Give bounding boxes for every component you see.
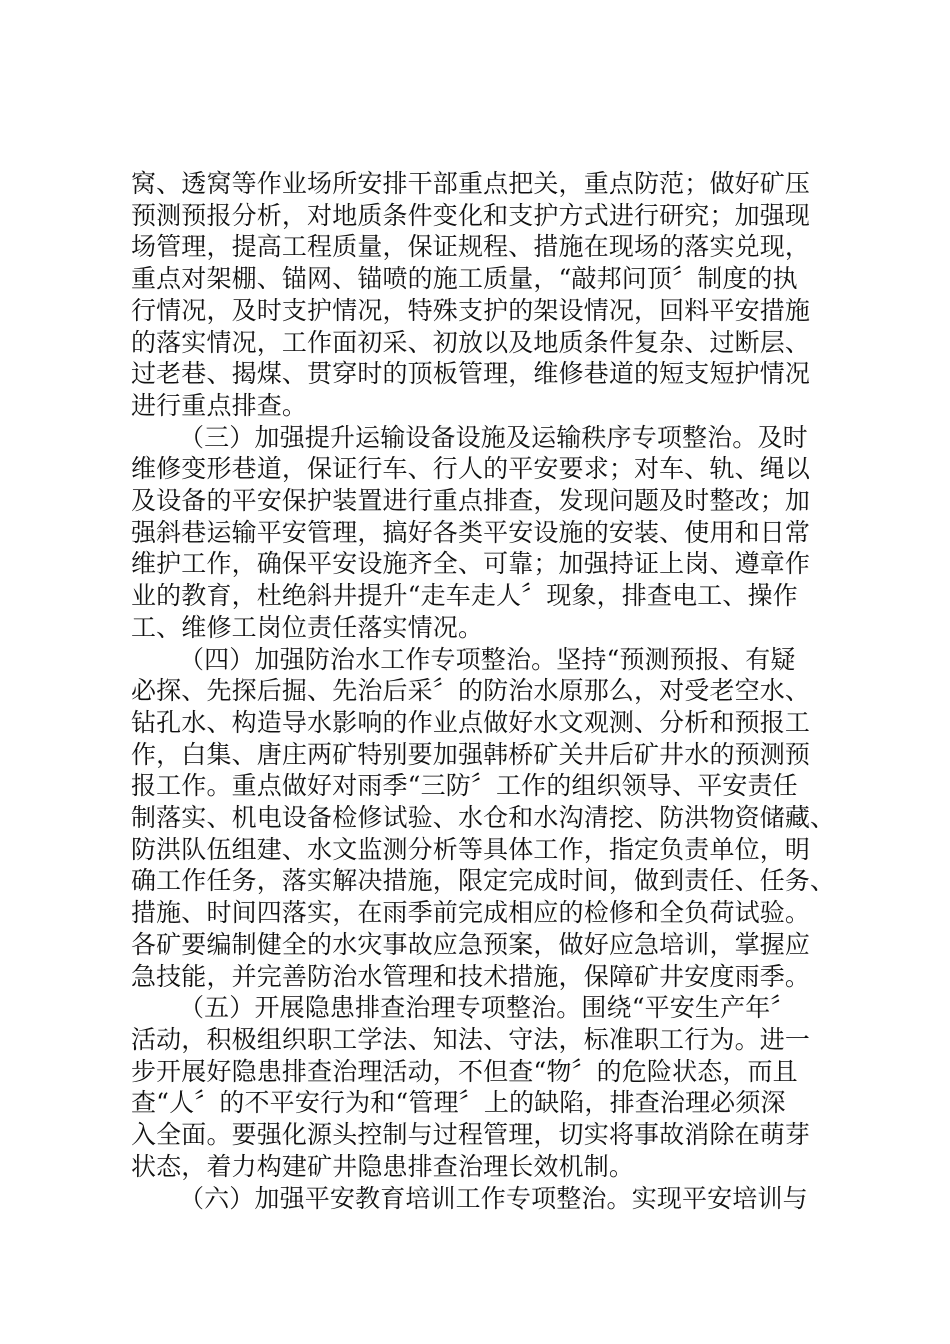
paragraph-line: 防洪队伍组建、水文监测分析等具体工作，指定负责单位，明 — [131, 834, 811, 864]
paragraph-line: 进行重点排查。 — [131, 390, 308, 420]
paragraph-p-3 — [131, 422, 821, 644]
paragraph-line: 的落实情况，工作面初采、初放以及地质条件复杂、过断层、 — [131, 327, 811, 357]
paragraph-line: 制落实、机电设备检修试验、水仓和水沟清挖、防洪物资储藏、 — [131, 803, 836, 833]
paragraph-line: 维护工作，确保平安设施齐全、可靠；加强持证上岗、遵章作 — [131, 549, 811, 579]
paragraph-line: 确工作任务，落实解决措施，限定完成时间，做到责任、任务、 — [131, 866, 836, 896]
paragraph-line: 预测预报分析，对地质条件变化和支护方式进行研究；加强现 — [131, 200, 811, 230]
paragraph-line: 必探、先探后掘、先治后采〞的防治水原那么，对受老空水、 — [131, 676, 811, 706]
paragraph-line: 业的教育，杜绝斜井提升“走车走人〞现象，排查电工、操作 — [131, 581, 798, 611]
paragraph-p-6 — [131, 1183, 821, 1215]
paragraph-p-5 — [131, 992, 821, 1182]
paragraph-line: 窝、透窝等作业场所安排干部重点把关，重点防范；做好矿压 — [131, 169, 811, 198]
paragraph-line: 强斜巷运输平安管理，搞好各类平安设施的安装、使用和日常 — [131, 517, 811, 547]
paragraph-line: 活动，积极组织职工学法、知法、守法，标准职工行为。进一 — [131, 1024, 811, 1054]
document-body — [131, 168, 836, 1214]
paragraph-line: 各矿要编制健全的水灾事故应急预案，做好应急培训，掌握应 — [131, 929, 811, 959]
paragraph-line: 重点对架棚、锚网、锚喷的施工质量，“敲邦问顶〞制度的执 — [131, 264, 798, 294]
paragraph-line: 步开展好隐患排查治理活动，不但查“物〞的危险状态，而且 — [131, 1056, 798, 1086]
paragraph-line: （六）加强平安教育培训工作专项整治。实现平安培训与 — [179, 1183, 808, 1213]
paragraph-p-continued — [131, 168, 821, 422]
paragraph-line: 入全面。要强化源头控制与过程管理，切实将事故消除在萌芽 — [131, 1120, 811, 1150]
paragraph-line: 工、维修工岗位责任落实情况。 — [131, 612, 484, 642]
paragraph-line: 急技能，并完善防治水管理和技术措施，保障矿井安度雨季。 — [131, 961, 811, 991]
paragraph-line: 状态，着力构建矿井隐患排查治理长效机制。 — [131, 1151, 635, 1181]
paragraph-line: 作，白集、唐庄两矿特别要加强韩桥矿关井后矿井水的预测预 — [131, 739, 811, 769]
paragraph-line: 措施、时间四落实，在雨季前完成相应的检修和全负荷试验。 — [131, 898, 811, 928]
paragraph-line: 报工作。重点做好对雨季“三防〞工作的组织领导、平安责任 — [131, 771, 798, 801]
paragraph-line: 及设备的平安保护装置进行重点排查，发现问题及时整改；加 — [131, 486, 811, 516]
paragraph-line: （三）加强提升运输设备设施及运输秩序专项整治。及时 — [179, 422, 808, 452]
paragraph-line: 查“人〞的不平安行为和“管理〞上的缺陷，排查治理必须深 — [131, 1088, 786, 1118]
paragraph-line: 行情况，及时支护情况，特殊支护的架设情况，回料平安措施 — [131, 295, 811, 325]
paragraph-line: （五）开展隐患排查治理专项整治。围绕“平安生产年〞 — [179, 993, 796, 1023]
paragraph-line: 钻孔水、构造导水影响的作业点做好水文观测、分析和预报工 — [131, 707, 811, 737]
paragraph-line: 场管理，提高工程质量，保证规程、措施在现场的落实兑现， — [131, 232, 811, 262]
paragraph-line: （四）加强防治水工作专项整治。坚持“预测预报、有疑 — [179, 644, 796, 674]
paragraph-line: 过老巷、揭煤、贯穿时的顶板管理，维修巷道的短支短护情况 — [131, 359, 811, 389]
paragraph-line: 维修变形巷道，保证行车、行人的平安要求；对车、轨、绳以 — [131, 454, 811, 484]
paragraph-p-4 — [131, 644, 836, 993]
